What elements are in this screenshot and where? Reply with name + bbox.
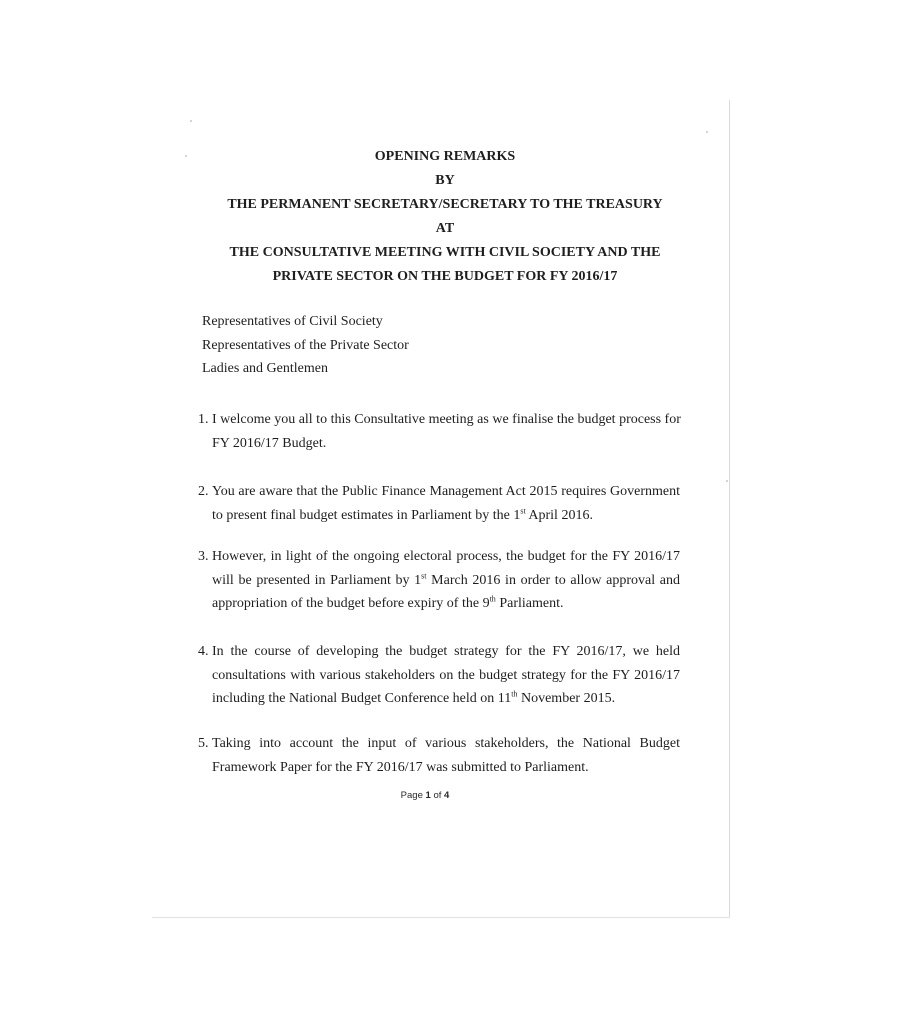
title-line: AT xyxy=(435,221,455,236)
scan-speck xyxy=(726,480,728,482)
paragraph-line: consultations with various stakeholders on the budget strategy for the FY 2016/17 xyxy=(212,667,680,683)
paragraph-number: 3. xyxy=(198,549,209,564)
paragraph-line: appropriation of the budget before expiry of the 9th Parliament. xyxy=(212,594,564,611)
page-label: Page xyxy=(400,790,423,801)
paragraph xyxy=(198,408,680,455)
paragraph-line: Taking into account the input of various stakeholders, the National Budget xyxy=(212,736,680,751)
paragraph-line: FY 2016/17 Budget. xyxy=(212,435,327,451)
title-line: PRIVATE SECTOR ON THE BUDGET FOR FY 2016/17 xyxy=(272,269,618,284)
paragraph xyxy=(198,480,680,527)
paragraph-number: 5. xyxy=(198,736,209,751)
scan-edge-bottom xyxy=(152,917,730,918)
paragraph-text xyxy=(212,732,680,779)
title-line: OPENING REMARKS xyxy=(374,149,516,164)
paragraph-number: 2. xyxy=(198,484,209,499)
paragraph-line: will be presented in Parliament by 1st March 2016 in order to allow approval and xyxy=(212,570,680,588)
paragraph-text xyxy=(212,545,680,616)
paragraph-line: to present final budget estimates in Parliament by the 1st April 2016. xyxy=(212,505,593,523)
paragraph-line: However, in light of the ongoing electoral process, the budget for the FY 2016/17 xyxy=(212,549,680,564)
paragraph-line: I welcome you all to this Consultative meeting as we finalise the budget process for xyxy=(212,412,681,427)
salutation-line: Ladies and Gentlemen xyxy=(202,361,328,376)
title-line: THE CONSULTATIVE MEETING WITH CIVIL SOCIETY AND THE xyxy=(229,245,661,260)
page-total: 4 xyxy=(444,790,450,801)
paragraph-line: You are aware that the Public Finance Management Act 2015 requires Government xyxy=(212,484,680,499)
paragraph-line: including the National Budget Conference held on 11th November 2015. xyxy=(212,689,616,706)
title-line: THE PERMANENT SECRETARY/SECRETARY TO THE TREASURY xyxy=(227,197,663,212)
scan-edge-right xyxy=(729,100,730,918)
paragraph xyxy=(198,640,680,711)
page-footer xyxy=(340,790,510,801)
paragraph xyxy=(198,732,680,779)
paragraph xyxy=(198,545,680,616)
paragraph-text xyxy=(212,640,680,711)
paragraph-number: 4. xyxy=(198,644,209,659)
salutation-line: Representatives of Civil Society xyxy=(202,314,383,329)
paragraph-line: In the course of developing the budget strategy for the FY 2016/17, we held xyxy=(212,644,680,659)
paragraph-line: Framework Paper for the FY 2016/17 was submitted to Parliament. xyxy=(212,759,589,775)
scan-speck xyxy=(706,131,708,133)
page-of: of xyxy=(433,790,442,801)
salutation-block xyxy=(202,311,409,382)
document-title xyxy=(180,146,710,290)
paragraph-text xyxy=(212,480,680,527)
scan-speck xyxy=(190,120,192,122)
title-line: BY xyxy=(435,173,455,188)
paragraph-text xyxy=(212,408,680,455)
page-current: 1 xyxy=(425,790,431,801)
salutation-line: Representatives of the Private Sector xyxy=(202,337,409,353)
paragraph-number: 1. xyxy=(198,412,209,427)
